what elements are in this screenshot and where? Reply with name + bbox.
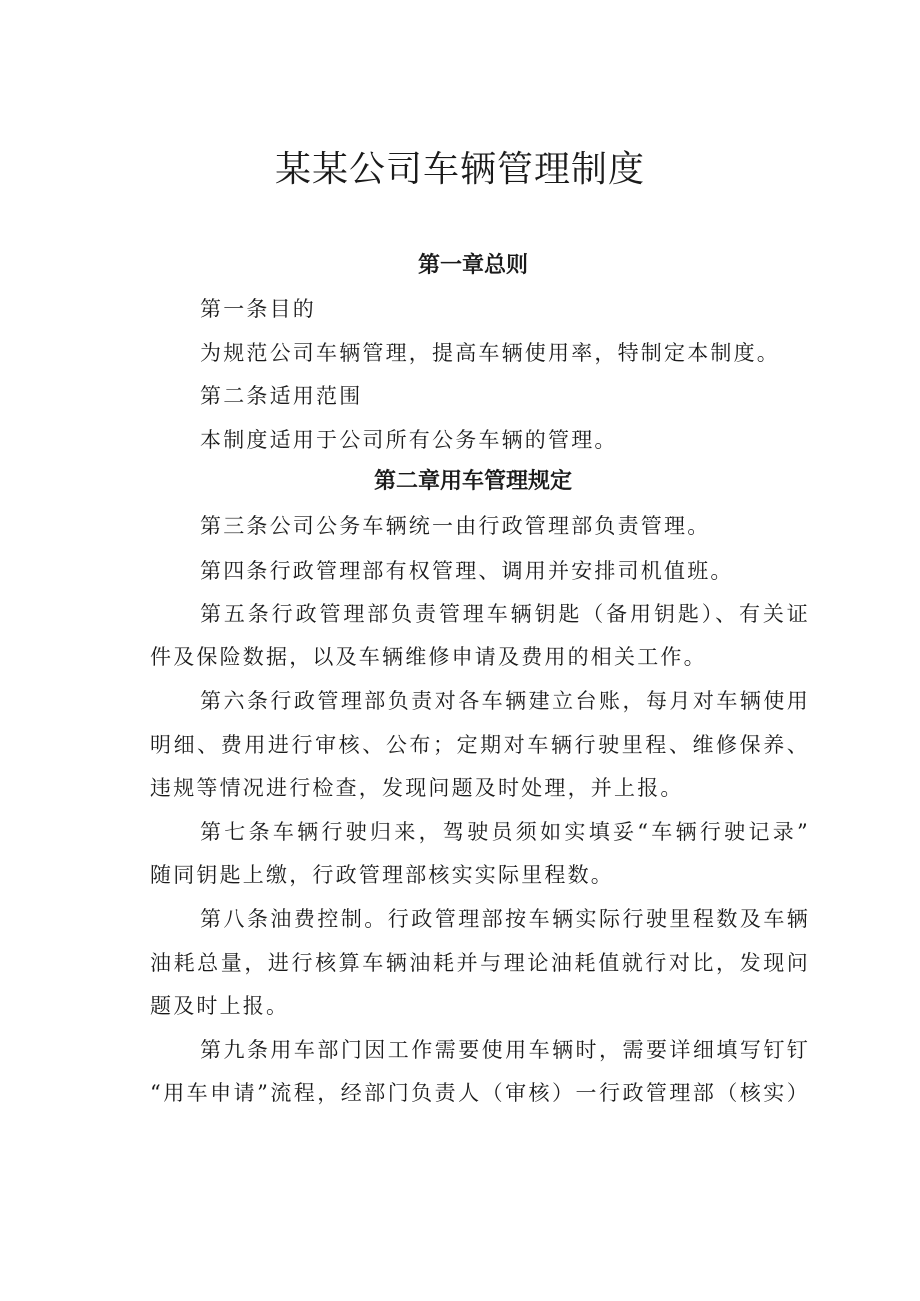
article-6-line: 明细、费用进行审核、公布；定期对车辆行驶里程、维修保养、 xyxy=(150,733,810,757)
article-7-line: 随同钥匙上缴，行政管理部核实实际里程数。 xyxy=(150,863,614,887)
article-2-heading: 第二条适用范围 xyxy=(200,384,363,408)
article-5-line: 第五条行政管理部负责管理车辆钥匙（备用钥匙）、有关证 xyxy=(200,602,810,626)
article-5-line: 件及保险数据，以及车辆维修申请及费用的相关工作。 xyxy=(150,645,707,669)
article-2-text: 本制度适用于公司所有公务车辆的管理。 xyxy=(200,428,618,452)
article-9-line: 第九条用车部门因工作需要使用车辆时，需要详细填写钉钉 xyxy=(200,1038,810,1062)
article-8-line: 第八条油费控制。行政管理部按车辆实际行驶里程数及车辆 xyxy=(200,907,810,931)
chapter-1-heading: 第一章总则 xyxy=(417,253,528,278)
article-1-heading: 第一条目的 xyxy=(200,297,316,321)
document-title: 某某公司车辆管理制度 xyxy=(274,149,645,190)
article-3-line: 第三条公司公务车辆统一由行政管理部负责管理。 xyxy=(200,514,711,538)
article-1-text: 为规范公司车辆管理，提高车辆使用率，特制定本制度。 xyxy=(200,341,780,365)
article-8-line: 油耗总量，进行核算车辆油耗并与理论油耗值就行对比，发现问 xyxy=(150,951,810,975)
article-4-line: 第四条行政管理部有权管理、调用并安排司机值班。 xyxy=(200,559,734,583)
article-8-line: 题及时上报。 xyxy=(150,994,290,1018)
chapter-2-heading: 第二章用车管理规定 xyxy=(373,469,572,494)
article-6-line: 第六条行政管理部负责对各车辆建立台账，每月对车辆使用 xyxy=(200,689,810,713)
article-7-line: 第七条车辆行驶归来，驾驶员须如实填妥“车辆行驶记录” xyxy=(200,820,810,844)
article-9-line: “用车申请”流程，经部门负责人（审核）一行政管理部（核实） xyxy=(150,1081,810,1105)
article-6-line: 违规等情况进行检查，发现问题及时处理，并上报。 xyxy=(150,776,684,800)
